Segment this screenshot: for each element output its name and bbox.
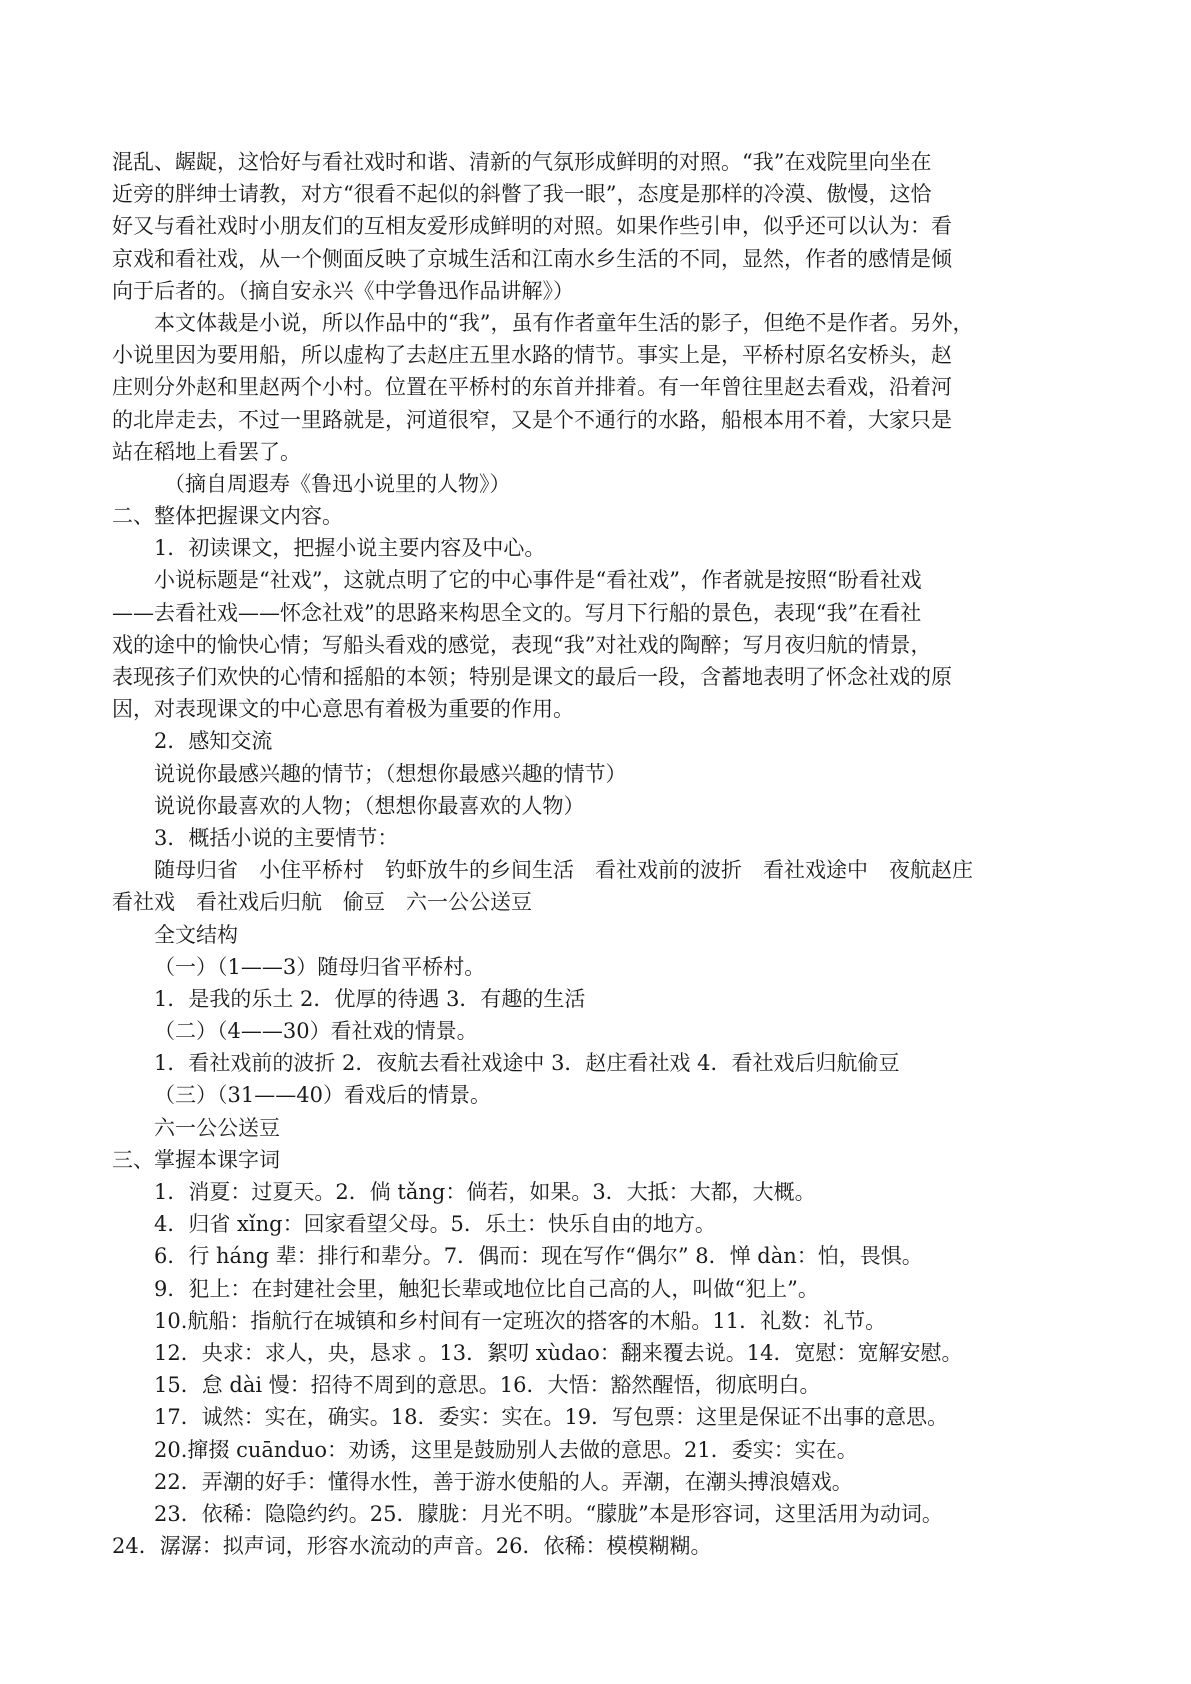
section-heading: 二、整体把握课文内容。 (112, 504, 343, 529)
vocab-item: 22．弄潮的好手：懂得水性，善于游水使船的人。弄潮，在潮头搏浪嬉戏。 (154, 1469, 853, 1494)
text-line: 庄则分外赵和里赵两个小村。位置在平桥村的东首并排着。有一年曾往里赵去看戏，沿着河 (112, 375, 952, 400)
section-heading: 三、掌握本课字词 (112, 1147, 280, 1172)
text-line: 表现孩子们欢快的心情和摇船的本领；特别是课文的最后一段，含蓄地表明了怀念社戏的原 (112, 665, 952, 689)
text-line: 好又与看社戏时小朋友们的互相友爱形成鲜明的对照。如果作些引申，似乎还可以认为：看 (112, 214, 952, 239)
numbered-item: 3．概括小说的主要情节： (154, 825, 399, 850)
vocab-item: 24．潺潺：拟声词，形容水流动的声音。26．依稀：模模糊糊。 (112, 1534, 712, 1559)
text-line: 小说里因为要用船，所以虚构了去赵庄五里水路的情节。事实上是，平桥村原名安桥头，赵 (112, 343, 952, 368)
plot-list: 看社戏 看社戏后归航 偷豆 六一公公送豆 (112, 890, 532, 915)
paragraph-start: 本文体裁是小说，所以作品中的“我”，虽有作者童年生活的影子，但绝不是作者。另外， (154, 310, 974, 335)
vocab-item: 23．依稀：隐隐约约。25．朦胧：月光不明。“朦胧”本是形容词，这里活用为动词。 (154, 1501, 943, 1526)
structure-part: （三）（31——40）看戏后的情景。 (154, 1083, 491, 1108)
text-line: 说说你最喜欢的人物；（想想你最喜欢的人物） (154, 793, 585, 818)
vocab-item: 12．央求：求人，央，恳求 。13．絮叨 xùdao：翻来覆去说。14．宽慰：宽解安慰。 (154, 1340, 963, 1365)
text-line: 戏的途中的愉快心情；写船头看戏的感觉，表现“我”对社戏的陶醉；写月夜归航的情景， (112, 632, 932, 657)
text-line: 因，对表现课文的中心意思有着极为重要的作用。 (112, 697, 574, 722)
plot-list: 随母归省 小住平桥村 钓虾放牛的乡间生活 看社戏前的波折 看社戏途中 夜航赵庄 (154, 858, 973, 883)
vocab-item: 4．归省 xǐng：回家看望父母。5．乐土：快乐自由的地方。 (154, 1212, 716, 1237)
structure-part: （二）（4——30）看社戏的情景。 (154, 1019, 478, 1044)
vocab-item: 15．怠 dài 慢：招待不周到的意思。16．大悟：豁然醒悟，彻底明白。 (154, 1373, 821, 1398)
text-line: 近旁的胖绅士请教，对方“很看不起似的斜瞥了我一眼”，态度是那样的冷漠、傲慢，这恰 (112, 182, 932, 207)
paragraph-start: 小说标题是“社戏”，这就点明了它的中心事件是“看社戏”，作者就是按照“盼看社戏 (154, 568, 922, 593)
citation: （摘自周遐寿《鲁迅小说里的人物》） (164, 471, 511, 496)
numbered-item: 1．看社戏前的波折 2．夜航去看社戏途中 3．赵庄看社戏 4．看社戏后归航偷豆 (154, 1051, 900, 1076)
text-line: ——去看社戏——怀念社戏”的思路来构思全文的。写月下行船的景色，表现“我”在看社 (112, 600, 922, 625)
text-line: 六一公公送豆 (154, 1115, 280, 1140)
structure-part: （一）（1——3）随母归省平桥村。 (154, 954, 486, 979)
vocab-item: 17．诚然：实在，确实。18．委实：实在。19．写包票：这里是保证不出事的意思。 (154, 1405, 949, 1430)
vocab-item: 6．行 háng 辈：排行和辈分。7．偶而：现在写作“偶尔” 8．惮 dàn：怕，畏惧。 (154, 1244, 923, 1269)
text-line: 站在稻地上看罢了。 (112, 439, 301, 464)
text-line: 的北岸走去，不过一里路就是，河道很窄，又是个不通行的水路，船根本用不着，大家只是 (112, 407, 952, 432)
vocab-item: 20.撺掇 cuānduo：劝诱，这里是鼓励别人去做的意思。21．委实：实在。 (154, 1437, 858, 1462)
text-line: 向于后者的。（摘自安永兴《中学鲁迅作品讲解》） (112, 278, 574, 303)
vocab-item: 9．犯上：在封建社会里，触犯长辈或地位比自己高的人，叫做“犯上”。 (154, 1276, 819, 1301)
numbered-item: 2．感知交流 (154, 729, 273, 754)
numbered-item: 1．是我的乐土 2．优厚的待遇 3．有趣的生活 (154, 986, 586, 1011)
text-line: 说说你最感兴趣的情节；（想想你最感兴趣的情节） (154, 761, 627, 786)
subheading: 全文结构 (154, 922, 238, 947)
document-page (112, 146, 1092, 1562)
text-line: 混乱、龌龊，这恰好与看社戏时和谐、清新的气氛形成鲜明的对照。“我”在戏院里向坐在 (112, 150, 932, 174)
vocab-item: 1．消夏：过夏天。2．倘 tǎng：倘若，如果。3．大抵：大都，大概。 (154, 1180, 816, 1204)
numbered-item: 1．初读课文，把握小说主要内容及中心。 (154, 536, 546, 561)
vocab-item: 10.航船：指航行在城镇和乡村间有一定班次的搭客的木船。11．礼数：礼节。 (154, 1308, 887, 1333)
text-line: 京戏和看社戏，从一个侧面反映了京城生活和江南水乡生活的不同，显然，作者的感情是倾 (112, 246, 952, 271)
